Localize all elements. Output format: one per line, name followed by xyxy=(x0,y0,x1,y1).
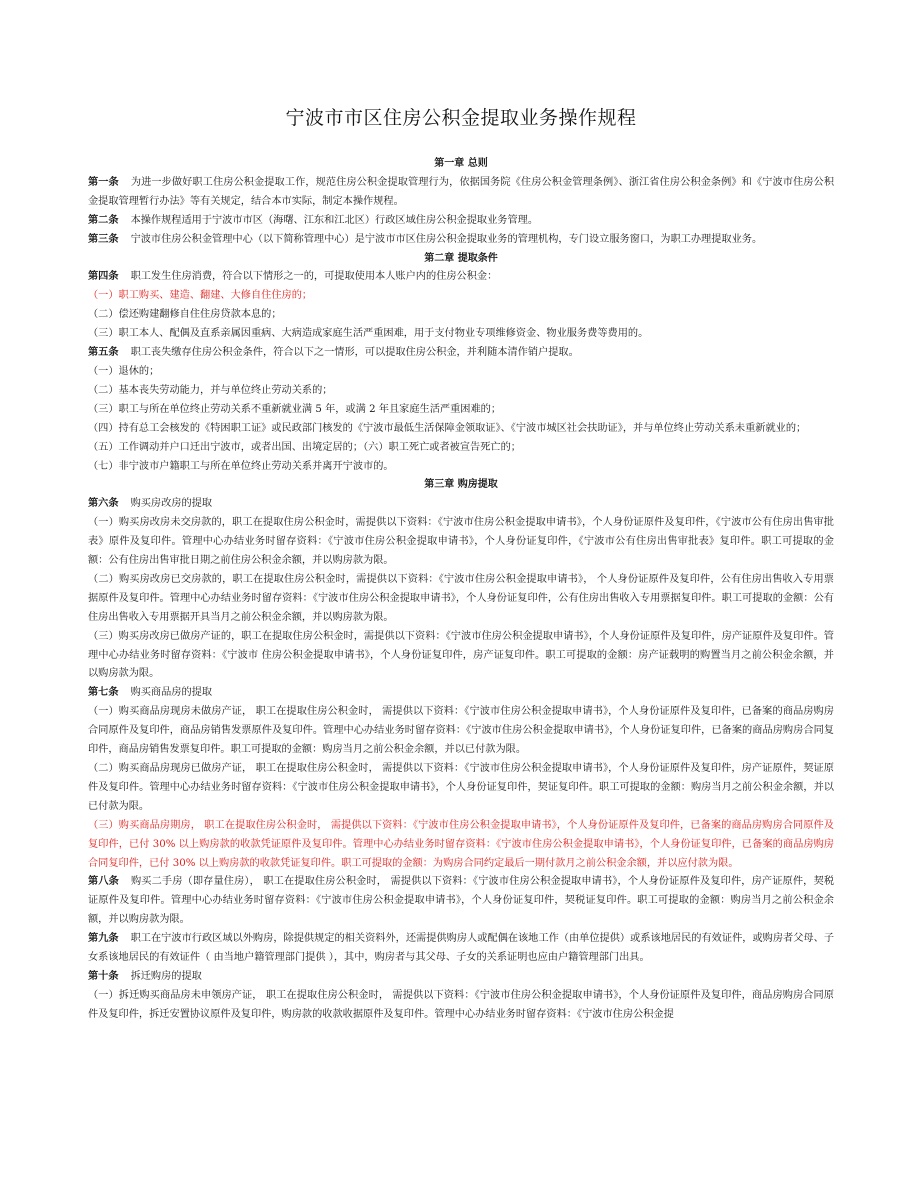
chapter-heading: 第一章 总则 xyxy=(434,158,488,169)
chapter-heading: 第三章 购房提取 xyxy=(424,479,498,491)
article-item: （五）工作调动并户口迁出宁波市，或者出国、出境定居的；（六）职工死亡或者被宣告死亡的； xyxy=(88,441,521,453)
article-5 xyxy=(88,344,834,363)
article-7 xyxy=(88,684,834,703)
article-item: （一）购买商品房现房未做房产证， 职工在提取住房公积金时， 需提供以下资料：《宁波市住房公积金提取申请书》，个人身份证原件及复印件，已备案的商品房购房合同原件及复印件，商品房销售发票原件及复印件。管理中心办结业务时留存资料：《宁波市住房公积金提取申请书》，个人身份证复印件，已备案的商品房购房合同复印件，商品房销售发票复印件。职工可提取的金额：购房当月之前公积金余额，并以已付款为限。 xyxy=(88,706,834,756)
article-text: 本操作规程适用于宁波市市区（海曙、江东和江北区）行政区域住房公积金提取业务管理。 xyxy=(130,214,539,226)
article-item: （二）偿还购建翻修自住住房贷款本息的； xyxy=(88,309,282,321)
article-text: 购买二手房（即存量住房）， 职工在提取住房公积金时， 需提供以下资料：《宁波市住房公积金提取申请书》，个人身份证原件及复印件，房产证原件，契税证原件及复印件。管理中心办结业务时留存资料：《宁波市住房公积金提取申请书》，个人身份证复印件，契税证复印件。职工可提取的金额：购房当月之前公积金余额，并以购房款为限。 xyxy=(88,876,835,926)
article-label: 第九条 xyxy=(88,933,119,945)
article-item: （二）购买商品房现房已做房产证， 职工在提取住房公积金时， 需提供以下资料：《宁波市住房公积金提取申请书》，个人身份证原件及复印件，房产证原件，契证原件及复印件。管理中心办结业务时留存资料：《宁波市住房公积金提取申请书》，个人身份证复印件，契证复印件。职工可提取的金额：购房当月之前公积金余额，并以已付款为限。 xyxy=(88,763,834,812)
article-label: 第四条 xyxy=(88,271,119,283)
document-body xyxy=(88,155,834,1025)
article-label: 第二条 xyxy=(88,214,119,226)
article-8 xyxy=(88,873,834,930)
article-item: （一）退休的； xyxy=(88,365,160,377)
article-text: 职工丧失缴存住房公积金条件，符合以下之一情形，可以提取住房公积金，并利随本清作销户提取。 xyxy=(130,347,579,359)
document-title: 宁波市市区住房公积金提取业务操作规程 xyxy=(285,107,637,129)
article-2 xyxy=(88,212,834,231)
article-label: 第五条 xyxy=(88,347,119,359)
article-label: 第八条 xyxy=(88,876,119,888)
article-item: （三）职工与所在单位终止劳动关系不重新就业满 5 年，或满 2 年且家庭生活严重困难的； xyxy=(88,403,502,415)
article-label: 第三条 xyxy=(88,233,119,245)
article-9 xyxy=(88,930,834,968)
article-label: 第六条 xyxy=(88,498,119,510)
article-item: （七）非宁波市户籍职工与所在单位终止劳动关系并离开宁波市的。 xyxy=(88,460,394,472)
article-text: 职工发生住房消费，符合以下情形之一的，可提取使用本人账户内的住房公积金： xyxy=(130,271,498,283)
article-item: （三）职工本人、配偶及直系亲属因重病、大病造成家庭生活严重困难，用于支付物业专项维修资金、物业服务费等费用的。 xyxy=(88,328,649,340)
article-label: 第七条 xyxy=(88,687,119,699)
article-item-highlighted: （三）购买商品房期房， 职工在提取住房公积金时， 需提供以下资料：《宁波市住房公积金提取申请书》，个人身份证原件及复印件，已备案的商品房购房合同原件及复印件，已付 30% 以上购房款的收款凭证原件及复印件。管理中心办结业务时留存资料：《宁波市住房公积金提取申请书》，个人身份证复印件，已备案的商品房购房合同复印件，已付 30% 以上购房款的收款凭证复印件。职工可提取的金额：为购房合同约定最后一期付款月之前公积金余额，并以应付款为限。 xyxy=(88,819,834,869)
article-item: （二）购买房改房已交房款的，职工在提取住房公积金时，需提供以下资料：《宁波市住房公积金提取申请书》， 个人身份证原件及复印件，公有住房出售收入专用票据原件及复印件。管理中心办结业务时留存资料：《宁波市住房公积金提取申请书》，个人身份证复印件，公有住房出售收入专用票据复印件。职工可提取的金额：公有住房出售收入专用票据开具当月之前公积金余额，并以购房款为限。 xyxy=(88,573,834,623)
article-text: 职工在宁波市行政区域以外购房，除提供规定的相关资料外，还需提供购房人或配偶在该地工作（由单位提供）或系该地居民的有效证件，或购房者父母、子女系该地居民的有效证件（ 由当地户籍管理部门提供 ），其中，购房者与其父母、子女的关系证明也应由户籍管理部门出具。 xyxy=(88,933,835,964)
article-item: （一）购买房改房未交房款的，职工在提取住房公积金时，需提供以下资料：《宁波市住房公积金提取申请书》，个人身份证原件及复印件，《宁波市公有住房出售审批表》原件及复印件。管理中心办结业务时留存资料：《宁波市住房公积金提取申请书》，个人身份证复印件，《宁波市公有住房出售审批表》复印件。职工可提取的金额：公有住房出售审批日期之前住房公积金余额，并以购房款为限。 xyxy=(88,517,834,567)
article-item: （二）基本丧失劳动能力，并与单位终止劳动关系的； xyxy=(88,384,333,396)
article-label: 第十条 xyxy=(88,970,119,982)
article-6 xyxy=(88,495,834,514)
article-text: 为进一步做好职工住房公积金提取工作，规范住房公积金提取管理行为，依据国务院《住房公积金管理条例》、浙江省住房公积金条例》和《宁波市住房公积金提取管理暂行办法》等有关规定，结合本市实际，制定本操作规程。 xyxy=(88,176,835,207)
article-item: （四）持有总工会核发的《特困职工证》或民政部门核发的《宁波市最低生活保障金领取证》、《宁波市城区社会扶助证》，并与单位终止劳动关系未重新就业的； xyxy=(88,422,807,434)
article-item: （一）拆迁购买商品房未申领房产证， 职工在提取住房公积金时， 需提供以下资料：《宁波市住房公积金提取申请书》，个人身份证原件及复印件，商品房购房合同原件及复印件，拆迁安置协议原件及复印件，购房款的收款收据原件及复印件。管理中心办结业务时留存资料：《宁波市住房公积金提 xyxy=(88,989,834,1020)
article-text: 购买房改房的提取 xyxy=(130,498,213,510)
article-text: 购买商品房的提取 xyxy=(130,687,213,699)
article-item-highlighted: （一）职工购买、建造、翻建、大修自住住房的； xyxy=(88,290,313,302)
article-text: 宁波市住房公积金管理中心（以下简称管理中心）是宁波市市区住房公积金提取业务的管理机构，专门设立服务窗口，为职工办理提取业务。 xyxy=(130,233,763,245)
article-item: （三）购买房改房已做房产证的，职工在提取住房公积金时，需提供以下资料：《宁波市住房公积金提取申请书》，个人身份证原件及复印件，房产证原件及复印件。管理中心办结业务时留存资料：《宁波市 住房公积金提取申请书》，个人身份证复印件，房产证复印件。职工可提取的金额：房产证载明的购置当月之前公积金余额，并以购房款为限。 xyxy=(88,630,834,680)
article-4 xyxy=(88,268,834,287)
chapter-heading: 第二章 提取条件 xyxy=(424,252,498,264)
article-3 xyxy=(88,231,834,250)
article-text: 拆迁购房的提取 xyxy=(130,970,202,982)
article-10 xyxy=(88,968,834,987)
article-1 xyxy=(88,174,834,212)
article-label: 第一条 xyxy=(88,176,119,188)
